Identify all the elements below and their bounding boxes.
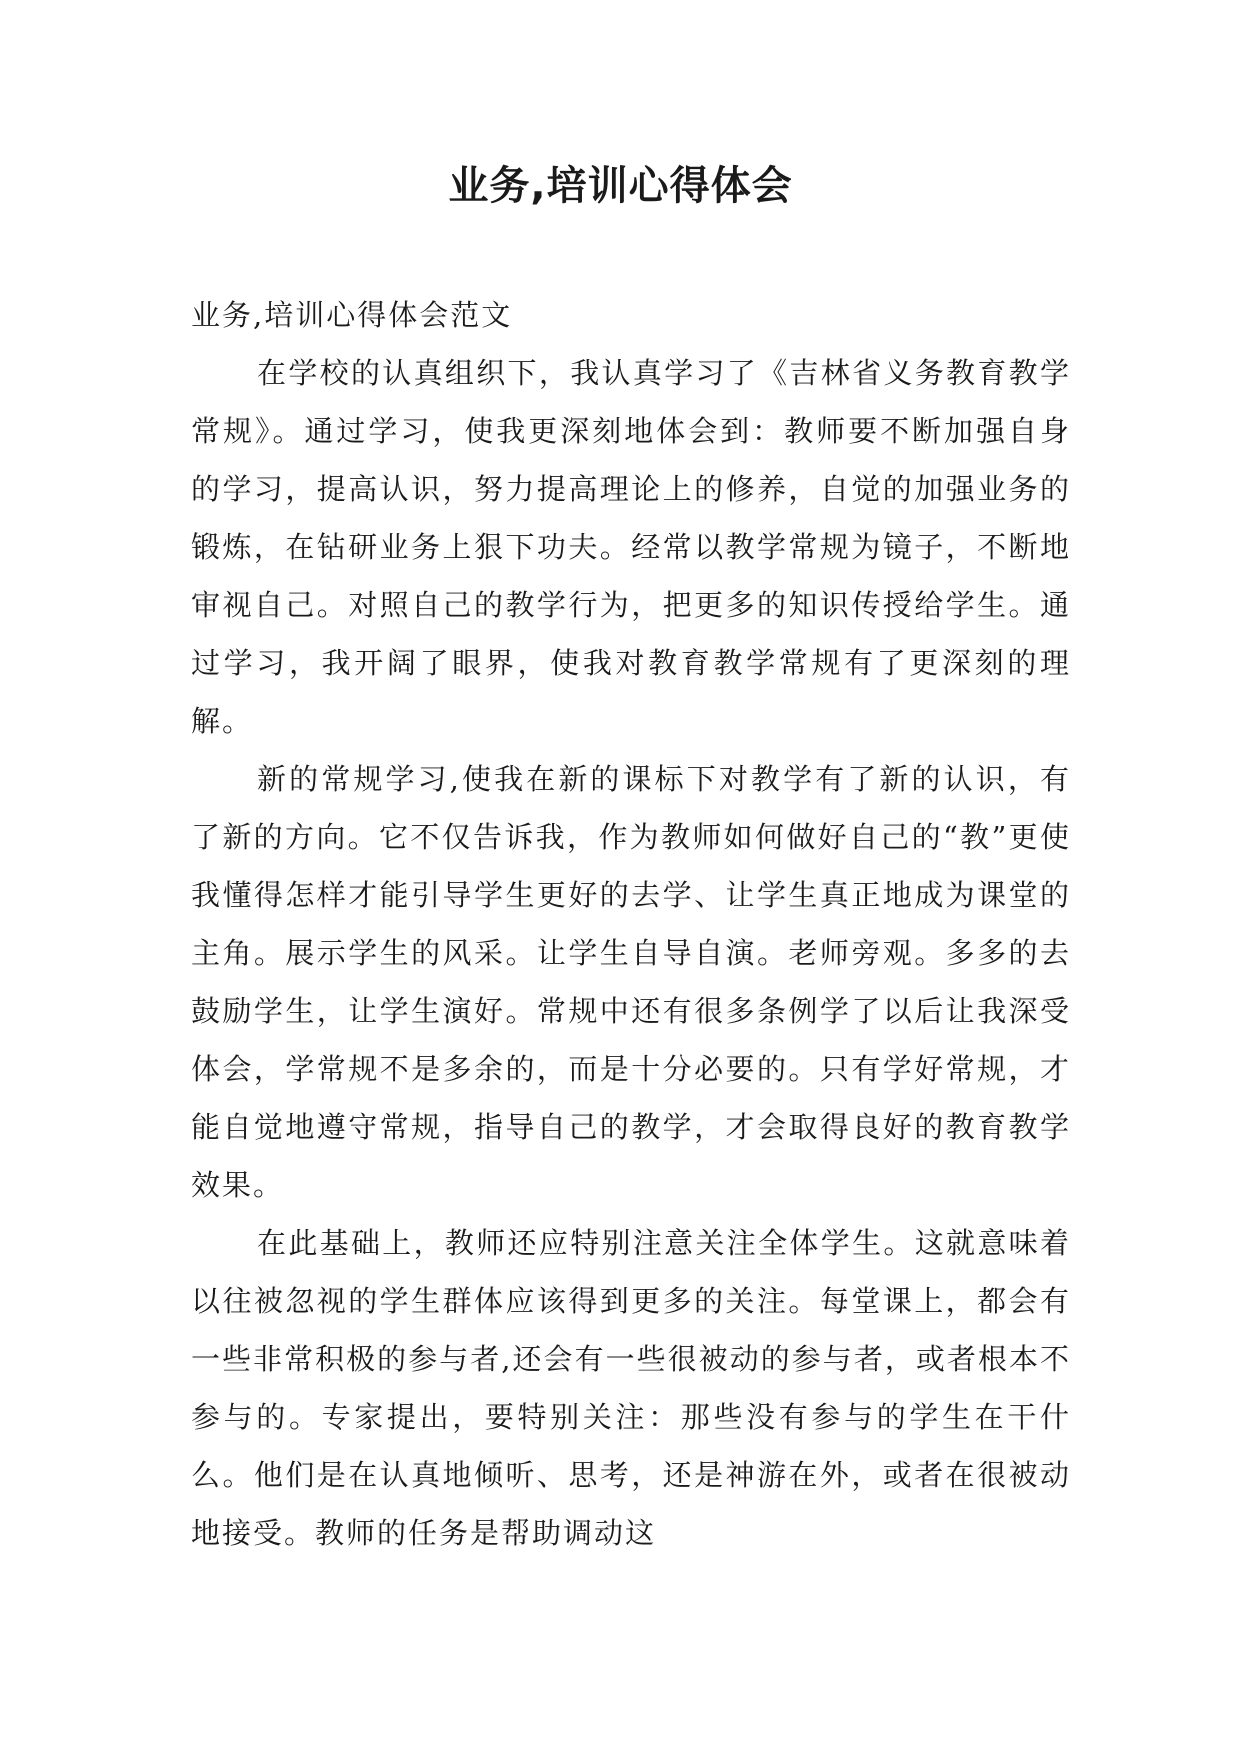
document-title: 业务,培训心得体会	[448, 163, 793, 209]
paragraph-1: 在学校的认真组织下，我认真学习了《吉林省义务教育教学常规》。通过学习，使我更深刻地体会到：教师要不断加强自身的学习，提高认识，努力提高理论上的修养，自觉的加强业务的锻炼，在钻研业务上狠下功夫。经常以教学常规为镜子，不断地审视自己。对照自己的教学行为，把更多的知识传授给学生。通过学习，我开阔了眼界，使我对教育教学常规有了更深刻的理解。	[191, 356, 1071, 738]
document-body	[191, 286, 1071, 1562]
paragraph-2: 新的常规学习,使我在新的课标下对教学有了新的认识，有了新的方向。它不仅告诉我，作为教师如何做好自己的“教”更使我懂得怎样才能引导学生更好的去学、让学生真正地成为课堂的主角。展示学生的风采。让学生自导自演。老师旁观。多多的去鼓励学生，让学生演好。常规中还有很多条例学了以后让我深受体会，学常规不是多余的，而是十分必要的。只有学好常规，才能自觉地遵守常规，指导自己的教学，才会取得良好的教育教学效果。	[191, 762, 1071, 1202]
document-subtitle: 业务,培训心得体会范文	[191, 298, 513, 332]
paragraph-3: 在此基础上，教师还应特别注意关注全体学生。这就意味着以往被忽视的学生群体应该得到更多的关注。每堂课上，都会有一些非常积极的参与者,还会有一些很被动的参与者，或者根本不参与的。专家提出，要特别关注：那些没有参与的学生在干什么。他们是在认真地倾听、思考，还是神游在外，或者在很被动地接受。教师的任务是帮助调动这	[191, 1226, 1071, 1550]
